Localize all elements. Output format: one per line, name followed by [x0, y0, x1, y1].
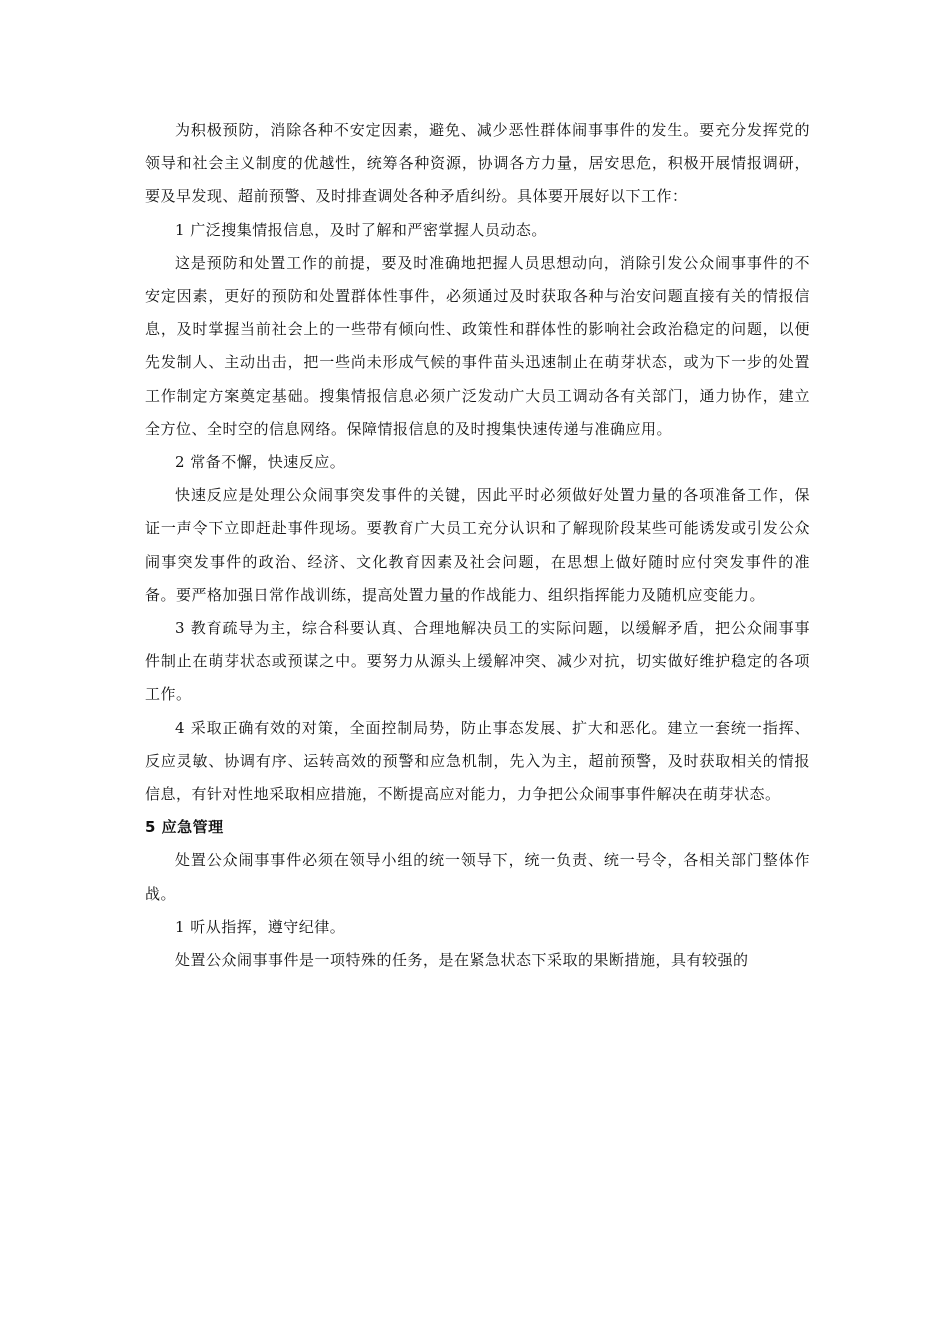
item-2-body: 快速反应是处理公众闹事突发事件的关键，因此平时必须做好处置力量的各项准备工作，保证一声令下立即赶赴事件现场。要教育广大员工充分认识和了解现阶段某些可能诱发或引发公众闹事突发事件的政治、经济、文化教育因素及社会问题，在思想上做好随时应付突发事件的准备。要严格加强日常作战训练，提高处置力量的作战能力、组织指挥能力及随机应变能力。: [145, 486, 810, 604]
item-1-body: 这是预防和处置工作的前提，要及时准确地把握人员思想动向，消除引发公众闹事事件的不安定因素，更好的预防和处置群体性事件，必须通过及时获取各种与治安问题直接有关的情报信息，及时掌握当前社会上的一些带有倾向性、政策性和群体性的影响社会政治稳定的问题，以便先发制人、主动出击，把一些尚未形成气候的事件苗头迅速制止在萌芽状态，或为下一步的处置工作制定方案奠定基础。搜集情报信息必须广泛发动广大员工调动各有关部门，通力协作，建立全方位、全时空的信息网络。保障情报信息的及时搜集快速传递与准确应用。: [145, 253, 810, 438]
section-intro-paragraph: 处置公众闹事事件必须在领导小组的统一领导下，统一负责、统一号令，各相关部门整体作战。: [145, 851, 810, 903]
item-2-title: 2 常备不懈，快速反应。: [175, 453, 346, 472]
intro-paragraph: 为积极预防，消除各种不安定因素，避免、减少恶性群体闹事事件的发生。要充分发挥党的领导和社会主义制度的优越性，统筹各种资源，协调各方力量，居安思危，积极开展情报调研，要及早发现、超前预警、及时排查调处各种矛盾纠纷。具体要开展好以下工作：: [145, 121, 810, 206]
item-1-title: 1 广泛搜集情报信息，及时了解和严密掌握人员动态。: [175, 220, 547, 239]
section-heading: 5 应急管理: [145, 818, 224, 837]
document-page: [145, 114, 810, 977]
item-3-paragraph: 3 教育疏导为主，综合科要认真、合理地解决员工的实际问题，以缓解矛盾，把公众闹事事件制止在萌芽状态或预谋之中。要努力从源头上缓解冲突、减少对抗，切实做好维护稳定的各项工作。: [145, 619, 810, 704]
section-item-1-body: 处置公众闹事事件是一项特殊的任务，是在紧急状态下采取的果断措施，具有较强的: [175, 951, 749, 970]
item-4-paragraph: 4 采取正确有效的对策，全面控制局势，防止事态发展、扩大和恶化。建立一套统一指挥、反应灵敏、协调有序、运转高效的预警和应急机制，先入为主，超前预警，及时获取相关的情报信息，有针对性地采取相应措施，不断提高应对能力，力争把公众闹事事件解决在萌芽状态。: [145, 718, 810, 804]
section-item-1-title: 1 听从指挥，遵守纪律。: [175, 917, 346, 936]
